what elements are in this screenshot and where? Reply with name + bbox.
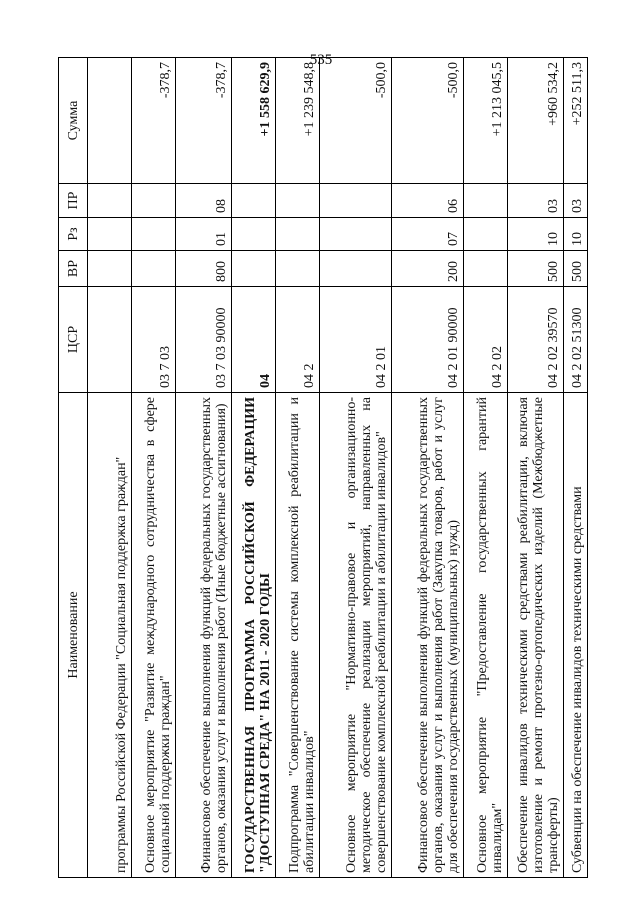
row-rz: 10 bbox=[508, 218, 564, 251]
row-csr: 04 2 01 90000 bbox=[392, 287, 464, 393]
row-name: ГОСУДАРСТВЕННАЯ ПРОГРАММА РОССИЙСКОЙ ФЕДЕРАЦИИ "ДОСТУПНАЯ СРЕДА" НА 2011 - 2020 ГОДЫ bbox=[232, 393, 276, 878]
table-row bbox=[88, 58, 132, 878]
row-csr: 04 bbox=[232, 287, 276, 393]
row-vr: 200 bbox=[392, 251, 464, 287]
table-header-row bbox=[59, 58, 88, 878]
table-row bbox=[232, 58, 276, 878]
row-name: Основное мероприятие "Предоставление государственных гарантий инвалидам" bbox=[464, 393, 508, 878]
row-sum: -378,7 bbox=[132, 58, 176, 184]
row-rz bbox=[464, 218, 508, 251]
row-csr: 04 2 bbox=[276, 287, 320, 393]
row-vr bbox=[232, 251, 276, 287]
page-number: 535 bbox=[309, 52, 333, 68]
header-name: Наименование bbox=[59, 393, 88, 878]
row-rz: 10 bbox=[564, 218, 588, 251]
row-vr bbox=[276, 251, 320, 287]
table-row bbox=[176, 58, 232, 878]
table-row bbox=[276, 58, 320, 878]
row-name: Финансовое обеспечение выполнения функций федеральных государственных органов, оказания услуг и выполнения работ (Закупка товаров, работ и услуг для обеспечения государственных (муниципальных) нужд) bbox=[392, 393, 464, 878]
table-row bbox=[132, 58, 176, 878]
row-vr: 800 bbox=[176, 251, 232, 287]
row-vr: 500 bbox=[508, 251, 564, 287]
budget-table bbox=[58, 57, 588, 878]
header-pr: ПР bbox=[59, 184, 88, 218]
row-pr bbox=[232, 184, 276, 218]
header-rz: Рз bbox=[59, 218, 88, 251]
row-pr bbox=[88, 184, 132, 218]
row-sum: +960 534,2 bbox=[508, 58, 564, 184]
row-vr bbox=[132, 251, 176, 287]
row-sum: +1 558 629,9 bbox=[232, 58, 276, 184]
row-vr bbox=[320, 251, 392, 287]
row-pr: 06 bbox=[392, 184, 464, 218]
row-pr bbox=[276, 184, 320, 218]
row-pr bbox=[464, 184, 508, 218]
header-csr: ЦСР bbox=[59, 287, 88, 393]
row-pr bbox=[132, 184, 176, 218]
header-sum: Сумма bbox=[59, 58, 88, 184]
row-pr: 08 bbox=[176, 184, 232, 218]
row-rz bbox=[88, 218, 132, 251]
row-csr: 04 2 01 bbox=[320, 287, 392, 393]
row-csr bbox=[88, 287, 132, 393]
row-sum: +252 511,3 bbox=[564, 58, 588, 184]
row-rz bbox=[320, 218, 392, 251]
row-name: Подпрограмма "Совершенствование системы комплексной реабилитации и абилитации инвалидов" bbox=[276, 393, 320, 878]
row-rz: 07 bbox=[392, 218, 464, 251]
row-rz bbox=[232, 218, 276, 251]
row-rz bbox=[132, 218, 176, 251]
row-name: Обеспечение инвалидов техническими средствами реабилитации, включая изготовление и ремонт протезно-ортопедических изделий (Межбюджетные трансферты) bbox=[508, 393, 564, 878]
row-csr: 04 2 02 bbox=[464, 287, 508, 393]
row-name: Субвенции на обеспечение инвалидов техническими средствами bbox=[564, 393, 588, 878]
row-vr bbox=[464, 251, 508, 287]
row-name: Финансовое обеспечение выполнения функций федеральных государственных органов, оказания услуг и выполнения работ (Иные бюджетные ассигнования) bbox=[176, 393, 232, 878]
row-csr: 04 2 02 51300 bbox=[564, 287, 588, 393]
row-csr: 03 7 03 90000 bbox=[176, 287, 232, 393]
row-sum: -500,0 bbox=[320, 58, 392, 184]
row-rz: 01 bbox=[176, 218, 232, 251]
row-pr: 03 bbox=[564, 184, 588, 218]
row-sum bbox=[88, 58, 132, 184]
row-csr: 04 2 02 39570 bbox=[508, 287, 564, 393]
row-csr: 03 7 03 bbox=[132, 287, 176, 393]
row-sum: +1 239 548,8 bbox=[276, 58, 320, 184]
table-row bbox=[320, 58, 392, 878]
row-pr: 03 bbox=[508, 184, 564, 218]
row-vr bbox=[88, 251, 132, 287]
row-sum: +1 213 045,5 bbox=[464, 58, 508, 184]
row-vr: 500 bbox=[564, 251, 588, 287]
header-vr: ВР bbox=[59, 251, 88, 287]
table-row bbox=[392, 58, 464, 878]
table-row bbox=[508, 58, 564, 878]
row-pr bbox=[320, 184, 392, 218]
row-sum: -378,7 bbox=[176, 58, 232, 184]
row-sum: -500,0 bbox=[392, 58, 464, 184]
row-name: программы Российской Федерации "Социальная поддержка граждан" bbox=[88, 393, 132, 878]
row-name: Основное мероприятие "Развитие международного сотрудничества в сфере социальной поддержки граждан" bbox=[132, 393, 176, 878]
budget-table-rotated bbox=[58, 58, 598, 878]
row-name: Основное мероприятие "Нормативно-правовое и организационно-методическое обеспечение реализации мероприятий, направленных на совершенствование комплексной реабилитации и абилитации инвалидов" bbox=[320, 393, 392, 878]
table-row bbox=[564, 58, 588, 878]
table-row bbox=[464, 58, 508, 878]
row-rz bbox=[276, 218, 320, 251]
